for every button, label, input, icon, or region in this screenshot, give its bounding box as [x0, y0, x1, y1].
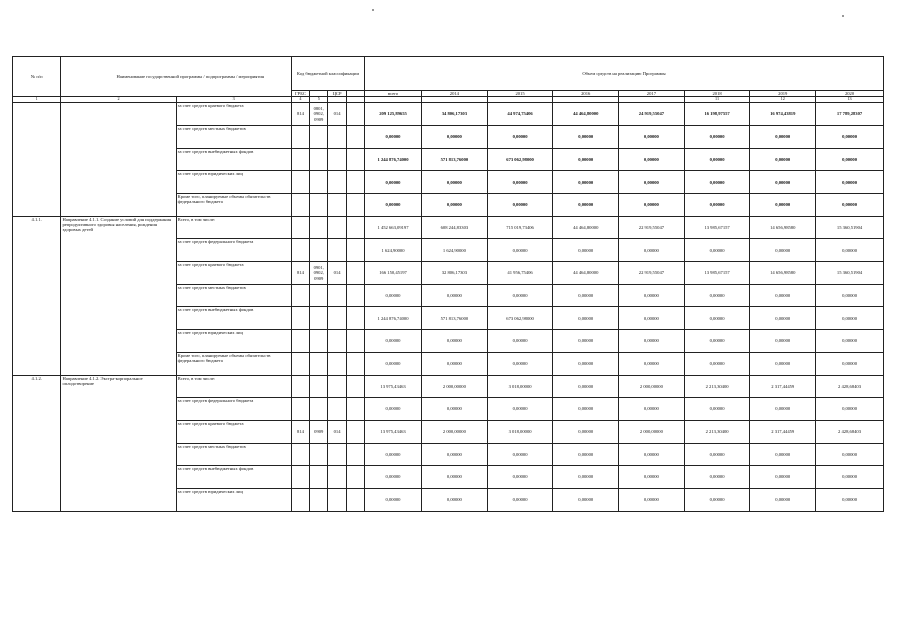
value-year: 673 062,98000 — [487, 307, 553, 330]
value-year: 3 018,00000 — [487, 375, 553, 398]
value-year: 0,00000 — [619, 239, 685, 262]
funding-source: за счет средств краевого бюджета — [176, 420, 291, 443]
code-rz — [310, 307, 328, 330]
header-volume: Объем средств на реализацию Программы — [365, 57, 884, 91]
value-year: 0,00000 — [619, 194, 685, 217]
code-rz — [310, 443, 328, 466]
value-year: 0,00000 — [684, 488, 750, 511]
value-year: 32 806,17303 — [422, 262, 488, 285]
table-row — [13, 103, 884, 126]
funding-source: за счет средств краевого бюджета — [176, 262, 291, 285]
value-year: 44 974,75406 — [487, 103, 553, 126]
value-year: 0,00000 — [487, 466, 553, 489]
value-total: 1 452 663,09197 — [365, 216, 422, 239]
value-year: 0,00000 — [750, 148, 816, 171]
value-year: 608 244,83303 — [422, 216, 488, 239]
header-year-2018: 2018 — [684, 91, 750, 97]
code-grbs — [291, 125, 309, 148]
value-total: 0,00000 — [365, 352, 422, 375]
code-csr — [328, 125, 346, 148]
value-year: 0,00000 — [619, 466, 685, 489]
code-csr — [328, 398, 346, 421]
value-year: 0,00000 — [684, 398, 750, 421]
code-csr — [328, 352, 346, 375]
header-year-2020: 2020 — [816, 91, 884, 97]
column-number: 5 — [310, 97, 328, 103]
table-row — [13, 216, 884, 239]
value-year: 0,00000 — [816, 148, 884, 171]
value-year: 0,00000 — [422, 443, 488, 466]
code-rz — [310, 148, 328, 171]
funding-source: за счет средств юридических лиц — [176, 330, 291, 353]
funding-source: Кроме того, планируемые объемы обязательств федерального бюджета — [176, 352, 291, 375]
value-year: 3 018,00000 — [487, 420, 553, 443]
value-year: 0,00000 — [816, 330, 884, 353]
code-csr — [328, 171, 346, 194]
value-total: 0,00000 — [365, 330, 422, 353]
code-csr — [328, 148, 346, 171]
value-year: 1 624,90000 — [422, 239, 488, 262]
value-total: 0,00000 — [365, 125, 422, 148]
value-year: 0,00000 — [553, 352, 619, 375]
code-vr — [346, 466, 364, 489]
scan-speck — [372, 9, 374, 11]
code-vr — [346, 262, 364, 285]
code-vr — [346, 216, 364, 239]
value-year: 0,00000 — [750, 194, 816, 217]
code-rz — [310, 125, 328, 148]
value-year: 0,00000 — [487, 239, 553, 262]
value-year: 0,00000 — [422, 284, 488, 307]
header-year-2017: 2017 — [619, 91, 685, 97]
value-year: 0,00000 — [487, 194, 553, 217]
value-year: 0,00000 — [816, 443, 884, 466]
value-total: 209 125,89655 — [365, 103, 422, 126]
column-number: 2 — [61, 97, 176, 103]
table-row — [13, 375, 884, 398]
value-year: 15 360,51904 — [816, 262, 884, 285]
funding-source: за счет средств краевого бюджета — [176, 103, 291, 126]
value-year: 0,00000 — [750, 171, 816, 194]
value-year: 0,00000 — [750, 284, 816, 307]
value-year: 2 000,00000 — [422, 420, 488, 443]
code-rz: 0901, 0902, 0909 — [310, 262, 328, 285]
value-total: 0,00000 — [365, 194, 422, 217]
value-year: 0,00000 — [816, 171, 884, 194]
value-year: 0,00000 — [553, 420, 619, 443]
value-year: 2 000,00000 — [619, 420, 685, 443]
code-grbs: 814 — [291, 103, 309, 126]
code-vr — [346, 398, 364, 421]
value-year: 0,00000 — [553, 171, 619, 194]
value-year: 0,00000 — [816, 194, 884, 217]
value-total: 13 975,43463 — [365, 375, 422, 398]
value-total: 1 244 876,74000 — [365, 307, 422, 330]
value-year: 0,00000 — [684, 148, 750, 171]
header-year-2015: 2015 — [487, 91, 553, 97]
code-rz — [310, 466, 328, 489]
value-year: 0,00000 — [750, 352, 816, 375]
value-year: 0,00000 — [619, 148, 685, 171]
value-year: 0,00000 — [422, 488, 488, 511]
value-year: 0,00000 — [487, 125, 553, 148]
code-grbs — [291, 216, 309, 239]
value-year: 0,00000 — [750, 125, 816, 148]
column-number: 3 — [176, 97, 291, 103]
header-budget-codes: Код бюджетной классификации — [291, 57, 364, 91]
value-year: 0,00000 — [553, 488, 619, 511]
budget-table — [12, 56, 884, 512]
value-year: 16 974,43819 — [750, 103, 816, 126]
value-year: 0,00000 — [619, 443, 685, 466]
value-year: 0,00000 — [553, 125, 619, 148]
code-grbs: 814 — [291, 420, 309, 443]
value-total: 0,00000 — [365, 284, 422, 307]
code-rz — [310, 216, 328, 239]
value-year: 16 198,97557 — [684, 103, 750, 126]
funding-source: Кроме того, планируемые объемы обязательств федерального бюджета — [176, 194, 291, 217]
funding-source: за счет средств внебюджетных фондов — [176, 148, 291, 171]
value-year: 571 813,76000 — [422, 148, 488, 171]
value-year: 13 985,67157 — [684, 216, 750, 239]
value-year: 0,00000 — [619, 398, 685, 421]
value-year: 0,00000 — [553, 398, 619, 421]
value-year: 17 789,28307 — [816, 103, 884, 126]
funding-source: за счет средств федерального бюджета — [176, 398, 291, 421]
column-number: 13 — [816, 97, 884, 103]
value-total: 0,00000 — [365, 398, 422, 421]
value-year: 0,00000 — [816, 239, 884, 262]
value-year: 0,00000 — [684, 443, 750, 466]
value-year: 2 317,44459 — [750, 420, 816, 443]
code-vr — [346, 239, 364, 262]
column-number: 12 — [750, 97, 816, 103]
value-year: 2 428,68403 — [816, 375, 884, 398]
value-year: 0,00000 — [422, 352, 488, 375]
value-year: 2 213,30400 — [684, 420, 750, 443]
value-total: 1 624,90000 — [365, 239, 422, 262]
value-year: 2 317,44459 — [750, 375, 816, 398]
value-year: 0,00000 — [422, 466, 488, 489]
section-name: Направление 4.1.2. Экстра-корпоральное оплодотворение — [61, 375, 176, 511]
code-vr — [346, 194, 364, 217]
code-vr — [346, 103, 364, 126]
budget-table-page — [12, 56, 884, 512]
funding-source: за счет средств местных бюджетов — [176, 125, 291, 148]
value-year: 44 464,80000 — [553, 103, 619, 126]
value-year: 0,00000 — [553, 307, 619, 330]
value-total: 166 150,45197 — [365, 262, 422, 285]
value-year: 22 919,55047 — [619, 262, 685, 285]
value-year: 0,00000 — [816, 125, 884, 148]
value-total: 0,00000 — [365, 466, 422, 489]
value-year: 0,00000 — [422, 194, 488, 217]
value-total: 1 244 876,74000 — [365, 148, 422, 171]
value-year: 0,00000 — [422, 398, 488, 421]
value-year: 44 464,80000 — [553, 216, 619, 239]
value-year: 673 062,98000 — [487, 148, 553, 171]
code-csr: 014 — [328, 262, 346, 285]
value-year: 2 000,00000 — [422, 375, 488, 398]
code-vr — [346, 284, 364, 307]
code-rz — [310, 194, 328, 217]
code-rz — [310, 375, 328, 398]
value-year: 0,00000 — [487, 398, 553, 421]
code-rz — [310, 171, 328, 194]
value-year: 0,00000 — [619, 488, 685, 511]
code-grbs — [291, 284, 309, 307]
value-year: 0,00000 — [684, 171, 750, 194]
code-rz — [310, 398, 328, 421]
value-year: 0,00000 — [750, 398, 816, 421]
value-year: 14 656,98580 — [750, 216, 816, 239]
code-csr — [328, 194, 346, 217]
value-year: 0,00000 — [619, 284, 685, 307]
value-year: 0,00000 — [553, 466, 619, 489]
column-number: 4 — [291, 97, 309, 103]
value-year: 0,00000 — [422, 171, 488, 194]
value-year: 22 919,55047 — [619, 216, 685, 239]
value-year: 24 919,55047 — [619, 103, 685, 126]
funding-source: за счет средств внебюджетных фондов — [176, 307, 291, 330]
value-year: 13 985,67157 — [684, 262, 750, 285]
code-grbs — [291, 239, 309, 262]
value-year: 571 813,76000 — [422, 307, 488, 330]
code-rz: 0909 — [310, 420, 328, 443]
value-year: 0,00000 — [553, 443, 619, 466]
code-csr — [328, 330, 346, 353]
code-csr — [328, 239, 346, 262]
value-year: 0,00000 — [553, 239, 619, 262]
header-year-2019: 2019 — [750, 91, 816, 97]
code-vr — [346, 375, 364, 398]
code-csr — [328, 443, 346, 466]
code-vr — [346, 125, 364, 148]
section-number — [13, 103, 61, 216]
value-year: 0,00000 — [619, 307, 685, 330]
value-year: 0,00000 — [750, 307, 816, 330]
code-grbs — [291, 148, 309, 171]
value-year: 0,00000 — [684, 307, 750, 330]
code-rz — [310, 330, 328, 353]
code-vr — [346, 330, 364, 353]
value-year: 44 464,80000 — [553, 262, 619, 285]
code-csr: 014 — [328, 420, 346, 443]
code-grbs: 814 — [291, 262, 309, 285]
value-year: 0,00000 — [619, 125, 685, 148]
funding-source: за счет средств федерального бюджета — [176, 239, 291, 262]
value-year: 0,00000 — [816, 352, 884, 375]
value-total: 0,00000 — [365, 488, 422, 511]
value-year: 0,00000 — [750, 488, 816, 511]
value-year: 0,00000 — [750, 330, 816, 353]
value-year: 0,00000 — [684, 194, 750, 217]
value-year: 0,00000 — [684, 239, 750, 262]
funding-source: за счет средств местных бюджетов — [176, 284, 291, 307]
header-year-2014: 2014 — [422, 91, 488, 97]
code-grbs — [291, 194, 309, 217]
funding-source: за счет средств местных бюджетов — [176, 443, 291, 466]
code-vr — [346, 443, 364, 466]
code-csr — [328, 284, 346, 307]
value-year: 0,00000 — [553, 330, 619, 353]
value-year: 0,00000 — [750, 443, 816, 466]
funding-source: Всего, в том числе: — [176, 375, 291, 398]
code-csr — [328, 216, 346, 239]
value-year: 15 360,51904 — [816, 216, 884, 239]
header-number: № п/п — [13, 57, 61, 97]
value-year: 0,00000 — [619, 330, 685, 353]
value-year: 0,00000 — [487, 488, 553, 511]
code-grbs — [291, 307, 309, 330]
value-year: 2 213,30400 — [684, 375, 750, 398]
code-grbs — [291, 466, 309, 489]
value-year: 0,00000 — [684, 125, 750, 148]
value-year: 0,00000 — [553, 194, 619, 217]
code-csr — [328, 488, 346, 511]
code-vr — [346, 420, 364, 443]
value-year: 0,00000 — [816, 284, 884, 307]
section-name — [61, 103, 176, 216]
code-grbs — [291, 375, 309, 398]
value-year: 0,00000 — [553, 375, 619, 398]
code-csr: 014 — [328, 103, 346, 126]
code-grbs — [291, 171, 309, 194]
funding-source: Всего, в том числе: — [176, 216, 291, 239]
table-header — [13, 57, 884, 103]
header-total: всего — [365, 91, 422, 97]
value-year: 0,00000 — [487, 352, 553, 375]
value-year: 0,00000 — [816, 307, 884, 330]
code-vr — [346, 171, 364, 194]
section-name: Направление 4.1.1. Создание условий для поддержания репродуктивного здоровья населения, рождения здоровых детей — [61, 216, 176, 375]
value-year: 41 956,75406 — [487, 262, 553, 285]
code-grbs — [291, 352, 309, 375]
value-year: 0,00000 — [684, 330, 750, 353]
value-year: 0,00000 — [553, 148, 619, 171]
code-rz — [310, 352, 328, 375]
value-year: 34 806,17303 — [422, 103, 488, 126]
header-grbs: ГРБС — [291, 91, 309, 97]
value-year: 0,00000 — [684, 466, 750, 489]
code-rz — [310, 284, 328, 307]
code-rz — [310, 239, 328, 262]
section-number: 4.1.2. — [13, 375, 61, 511]
value-total: 0,00000 — [365, 443, 422, 466]
value-year: 2 428,68403 — [816, 420, 884, 443]
code-vr — [346, 488, 364, 511]
value-year: 0,00000 — [750, 239, 816, 262]
value-total: 0,00000 — [365, 171, 422, 194]
funding-source: за счет средств юридических лиц — [176, 171, 291, 194]
column-number: 1 — [13, 97, 61, 103]
code-rz: 0801, 0902, 0909 — [310, 103, 328, 126]
value-year: 715 019,73406 — [487, 216, 553, 239]
value-year: 0,00000 — [684, 284, 750, 307]
header-year-2016: 2016 — [553, 91, 619, 97]
value-year: 0,00000 — [816, 398, 884, 421]
column-number: 11 — [684, 97, 750, 103]
code-vr — [346, 148, 364, 171]
code-grbs — [291, 398, 309, 421]
value-year: 0,00000 — [422, 125, 488, 148]
value-year: 0,00000 — [553, 284, 619, 307]
value-year: 0,00000 — [816, 488, 884, 511]
value-year: 0,00000 — [816, 466, 884, 489]
code-grbs — [291, 488, 309, 511]
value-year: 0,00000 — [619, 352, 685, 375]
value-year: 0,00000 — [422, 330, 488, 353]
code-grbs — [291, 443, 309, 466]
value-year: 0,00000 — [487, 171, 553, 194]
code-csr — [328, 375, 346, 398]
table-body — [13, 103, 884, 511]
funding-source: за счет средств юридических лиц — [176, 488, 291, 511]
value-year: 2 000,00000 — [619, 375, 685, 398]
header-csr: ЦСР — [328, 91, 346, 97]
value-year: 0,00000 — [619, 171, 685, 194]
value-year: 0,00000 — [487, 284, 553, 307]
value-year: 0,00000 — [750, 466, 816, 489]
funding-source: за счет средств внебюджетных фондов — [176, 466, 291, 489]
value-year: 0,00000 — [487, 443, 553, 466]
section-number: 4.1.1. — [13, 216, 61, 375]
value-year: 14 656,98580 — [750, 262, 816, 285]
code-vr — [346, 352, 364, 375]
header-program-name: Наименование государственной программы / подпрограммы / мероприятия — [61, 57, 291, 97]
scan-speck — [842, 15, 844, 17]
code-rz — [310, 488, 328, 511]
value-total: 13 975,43463 — [365, 420, 422, 443]
code-vr — [346, 307, 364, 330]
code-csr — [328, 466, 346, 489]
value-year: 0,00000 — [487, 330, 553, 353]
code-grbs — [291, 330, 309, 353]
value-year: 0,00000 — [684, 352, 750, 375]
code-csr — [328, 307, 346, 330]
